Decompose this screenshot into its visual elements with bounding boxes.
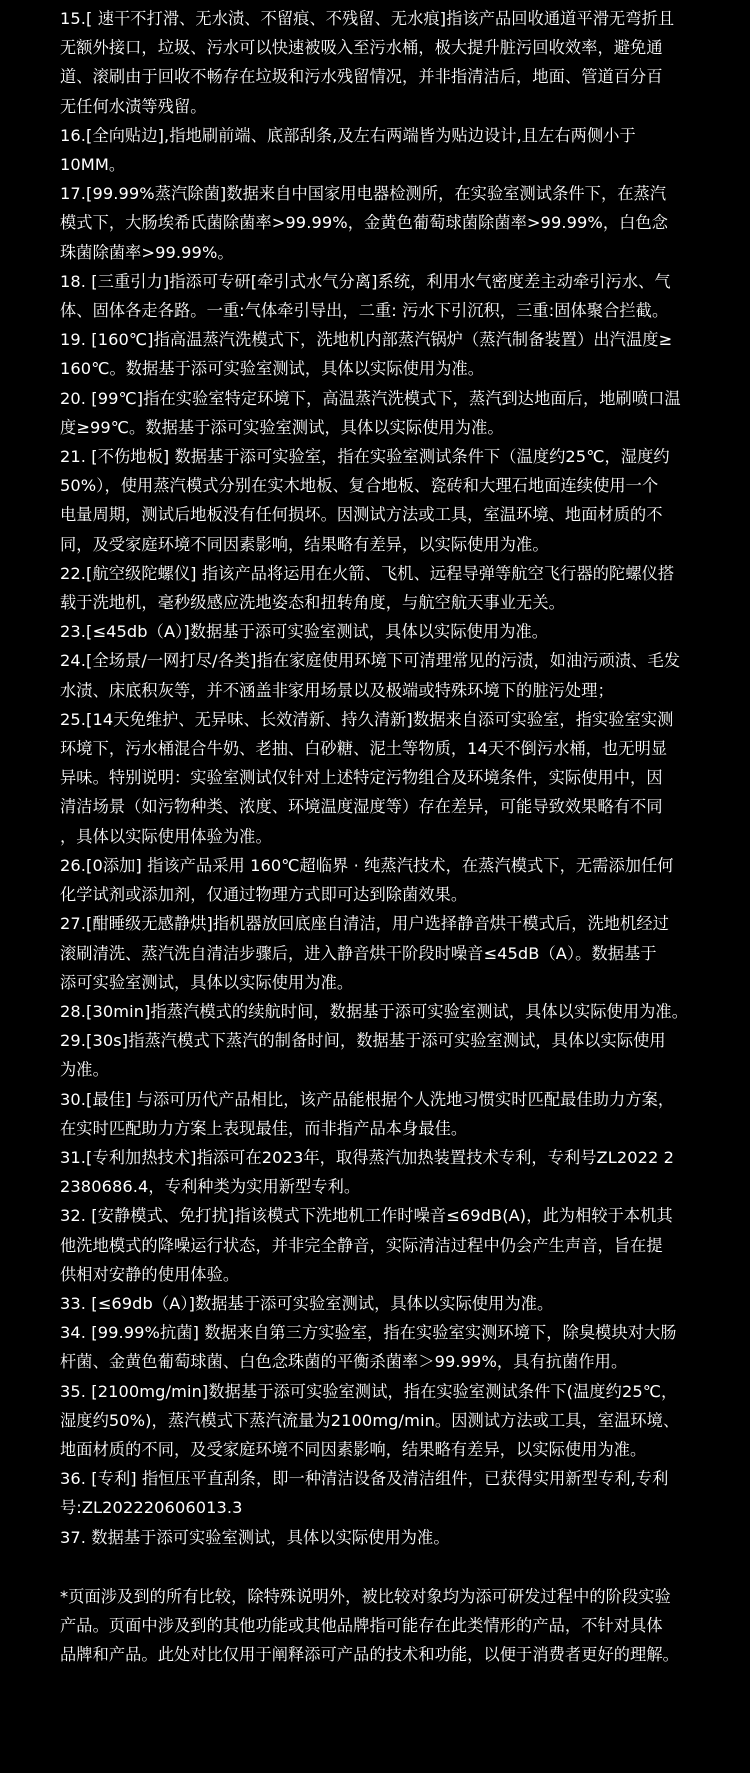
note-28: 28.[30min]指蒸汽模式的续航时间，数据基于添可实验室测试，具体以实际使用为准。 xyxy=(60,1001,688,1021)
note-24: 24.[全场景/一网打尽/各类]指在家庭使用环境下可清理常见的污渍，如油污顽渍、毛发 水渍、床底积灰等，并不涵盖非家用场景以及极端或特殊环境下的脏污处理； xyxy=(60,651,681,700)
note-31: 31.[专利加热技术]指添可在2023年，取得蒸汽加热装置技术专利，专利号ZL2022 2 2380686.4，专利种类为实用新型专利。 xyxy=(60,1147,675,1197)
note-25: 25.[14天免维护、无异味、长效清新、持久清新]数据来自添可实验室，指实验室实测 环境下，污水桶混合牛奶、老抽、白砂糖、泥土等物质，14天不倒污水桶，也无明显 异味。特别说明：实验室测试仅针对上述特定污物组合及环境条件，实际使用中，因 清洁场景（如污物种类、浓度、环境温度湿度等）存在差异，可能导致效果略有不同 ，具体以实际使用体验为准。 xyxy=(60,709,674,846)
disclaimer-notes xyxy=(60,4,700,1669)
note-35: 35. [2100mg/min]数据基于添可实验室测试，指在实验室测试条件下(温度约25℃， 湿度约50%)，蒸汽模式下蒸汽流量为2100mg/min。因测试方法或工具，室温环境、 地面材质的不同，及受家庭环境不同因素影响，结果略有差异，以实际使用为准。 xyxy=(60,1381,680,1459)
note-21: 21. [不伤地板] 数据基于添可实验室，指在实验室测试条件下（温度约25℃，湿度约 50%），使用蒸汽模式分别在实木地板、复合地板、瓷砖和大理石地面连续使用一个 电量周期，测试后地板没有任何损坏。因测试方法或工具，室温环境、地面材质的不 同，及受家庭环境不同因素影响，结果略有差异，以实际使用为准。 xyxy=(60,447,670,554)
note-34: 34. [99.99%抗菌] 数据来自第三方实验室，指在实验室实测环境下，除臭模块对大肠 杆菌、金黄色葡萄球菌、白色念珠菌的平衡杀菌率＞99.99%，具有抗菌作用。 xyxy=(60,1323,677,1372)
note-17: 17.[99.99%蒸汽除菌]数据来自中国家用电器检测所，在实验室测试条件下，在蒸汽 模式下，大肠埃希氏菌除菌率>99.99%，金黄色葡萄球菌除菌率>99.99%，白色念 珠菌除菌率>99.99%。 xyxy=(60,184,669,262)
note-37: 37. 数据基于添可实验室测试，具体以实际使用为准。 xyxy=(60,1527,450,1547)
note-36: 36. [专利] 指恒压平直刮条，即一种清洁设备及清洁组件，已获得实用新型专利,专利 号:ZL202220606013.3 xyxy=(60,1469,669,1518)
note-29: 29.[30s]指蒸汽模式下蒸汽的制备时间，数据基于添可实验室测试，具体以实际使用 为准。 xyxy=(60,1031,666,1080)
note-32: 32. [安静模式、免打扰]指该模式下洗地机工作时噪音≤69dB(A)，此为相较于本机其 他洗地模式的降噪运行状态，并非完全静音，实际清洁过程中仍会产生声音，旨在提 供相对安静的使用体验。 xyxy=(60,1206,673,1284)
note-22: 22.[航空级陀螺仪] 指该产品将运用在火箭、飞机、远程导弹等航空飞行器的陀螺仪搭 载于洗地机，毫秒级感应洗地姿态和扭转角度，与航空航天事业无关。 xyxy=(60,563,675,613)
note-19: 19. [160℃]指高温蒸汽洗模式下，洗地机内部蒸汽锅炉（蒸汽制备装置）出汽温度≥ 160℃。数据基于添可实验室测试，具体以实际使用为准。 xyxy=(60,330,673,379)
note-30: 30.[最佳] 与添可历代产品相比，该产品能根据个人洗地习惯实时匹配最佳助力方案， 在实时匹配助力方案上表现最佳，而非指产品本身最佳。 xyxy=(60,1089,675,1138)
note-27: 27.[酣睡级无感静烘]指机器放回底座自清洁，用户选择静音烘干模式后，洗地机经过 滚刷清洗、蒸汽洗自清洁步骤后，进入静音烘干阶段时噪音≤45dB（A）。数据基于 添可实验室测试，具体以实际使用为准。 xyxy=(60,914,669,992)
note-26: 26.[0添加] 指该产品采用 160℃超临界 · 纯蒸汽技术，在蒸汽模式下，无需添加任何 化学试剂或添加剂，仅通过物理方式即可达到除菌效果。 xyxy=(60,855,674,905)
note-15: 15.[ 速干不打滑、无水渍、不留痕、不残留、无水痕]指该产品回收通道平滑无弯折且 无额外接口，垃圾、污水可以快速被吸入至污水桶，极大提升脏污回收效率，避免通 道、滚刷由于回收不畅存在垃圾和污水残留情况，并非指清洁后，地面、管道百分百 无任何水渍等残留。 xyxy=(60,9,675,116)
comparison-footnote: *页面涉及到的所有比较，除特殊说明外，被比较对象均为添可研发过程中的阶段实验 产品。页面中涉及到的其他功能或其他品牌指可能存在此类情形的产品，不针对具体 品牌和产品。此处对比仅用于阐释添可产品的技术和功能，以便于消费者更好的理解。 xyxy=(60,1586,679,1665)
note-33: 33. [≤69db（A）]数据基于添可实验室测试，具体以实际使用为准。 xyxy=(60,1293,554,1313)
note-20: 20. [99℃]指在实验室特定环境下，高温蒸汽洗模式下，蒸汽到达地面后，地刷喷口温 度≥99℃。数据基于添可实验室测试，具体以实际使用为准。 xyxy=(60,388,681,437)
note-23: 23.[≤45db（A）]数据基于添可实验室测试，具体以实际使用为准。 xyxy=(60,622,549,642)
note-16: 16.[全向贴边],指地刷前端、底部刮条,及左右两端皆为贴边设计,且左右两侧小于 10MM。 xyxy=(60,125,636,175)
note-18: 18. [三重引力]指添可专研[牵引式水气分离]系统，利用水气密度差主动牵引污水、气 体、固体各走各路。一重:气体牵引导出，二重: 污水下引沉积，三重:固体聚合拦截。 xyxy=(60,271,671,321)
